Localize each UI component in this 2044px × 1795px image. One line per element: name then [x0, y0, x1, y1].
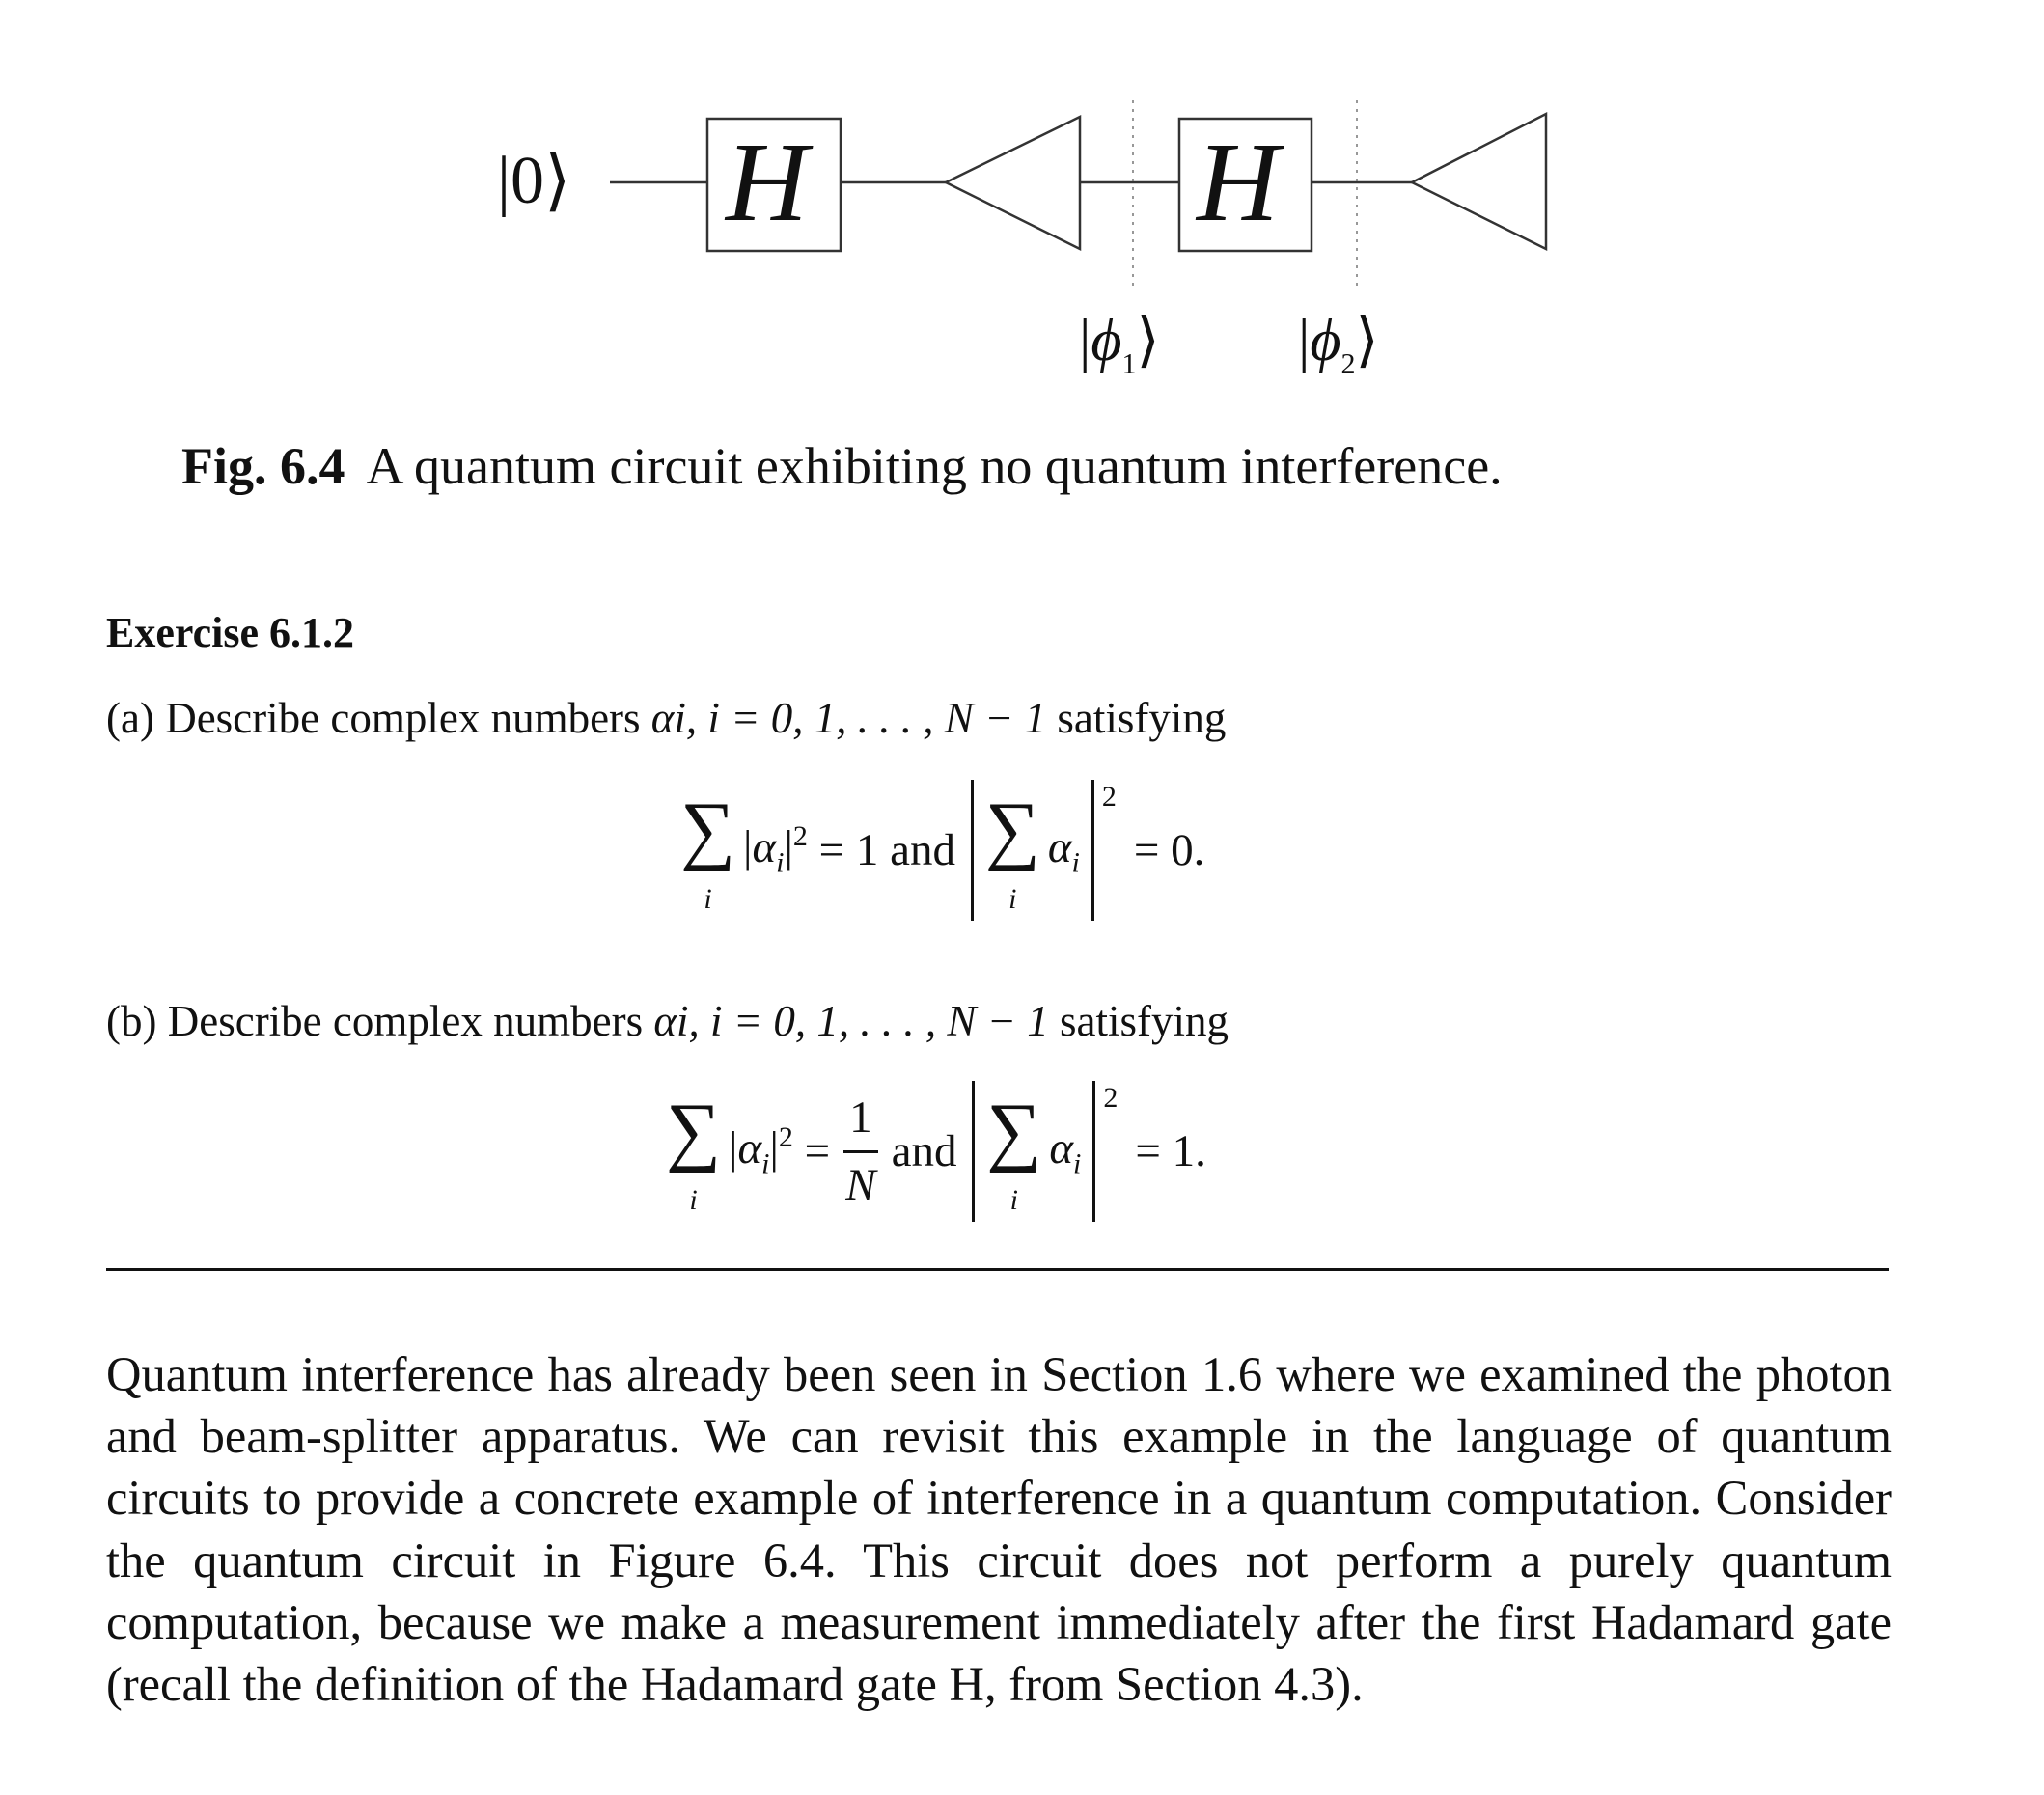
fraction: $\frac{1}{N}$ — [843, 1090, 878, 1214]
hadamard-gate-label: H — [1197, 119, 1280, 245]
state-label-phi1: $|\phi_1⟩$ — [1079, 308, 1160, 380]
exercise-title: Exercise 6.1.2 — [106, 609, 355, 656]
measurement-triangle — [946, 117, 1080, 249]
summation: ∑ i — [680, 787, 736, 915]
equation-a: ∑ i $|\alpha_i|^2$ = 1 and ∑ i $\alpha_i$ 2 = 0. — [680, 780, 1204, 921]
body-paragraph: Quantum interference has already been seen in Section 1.6 where we examined the photon and beam-splitter apparatus. We can revisit this example in the language of quantum circuits to provide a concrete example of interference in a quantum computation. Consider the quantum circuit in Figure 6.4. This circuit does not perform a purely quantum computation, because we make a measurement immediately after the first Hadamard gate (recall the definition of the Hadamard gate H, from Section 4.3). — [106, 1347, 1892, 1712]
caption-text: A quantum circuit exhibiting no quantum interference. — [366, 437, 1503, 495]
hadamard-gate-label: H — [726, 119, 809, 245]
absolute-value: ∑ i $\alpha_i$ — [972, 1081, 1095, 1222]
state-label-phi2: $|\phi_2⟩$ — [1298, 308, 1379, 380]
caption-label: Fig. 6.4 — [181, 437, 345, 495]
figure-caption — [181, 436, 1503, 496]
quantum-circuit-diagram — [0, 0, 2044, 405]
equation-b: ∑ i $|\alpha_i|^2$ = $\frac{1}{N}$ and ∑ i $\alpha_i$ 2 = 1. — [666, 1081, 1206, 1222]
exercise-part-a: (a) Describe complex numbers αi, i = 0, 1, . . . , N − 1 satisfying — [106, 694, 1227, 742]
summation: ∑ i — [666, 1089, 722, 1216]
section-divider — [106, 1268, 1889, 1271]
measurement-triangle — [1412, 114, 1546, 249]
absolute-value: ∑ i $\alpha_i$ — [971, 780, 1094, 921]
input-state-ket: |0⟩ — [497, 144, 571, 218]
exercise-part-b: (b) Describe complex numbers αi, i = 0, 1, . . . , N − 1 satisfying — [106, 997, 1229, 1045]
